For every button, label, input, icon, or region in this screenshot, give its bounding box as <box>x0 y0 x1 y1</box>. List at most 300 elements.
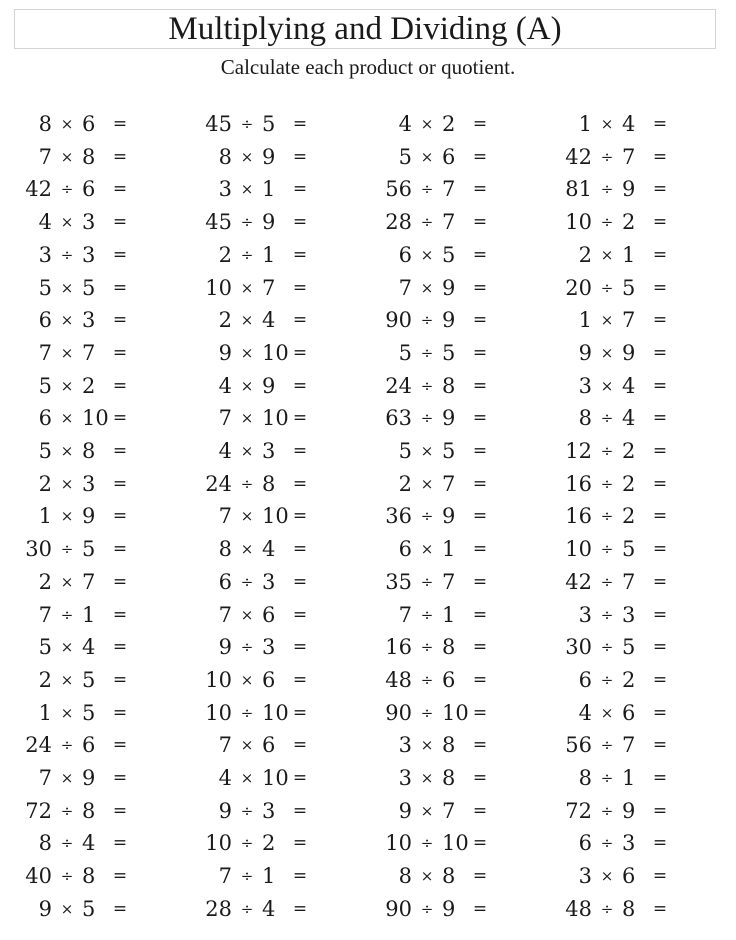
second-operand: 4 <box>82 831 96 856</box>
first-operand: 90 <box>385 700 412 725</box>
equals-sign: = <box>292 310 308 331</box>
second-operand: 6 <box>622 864 636 889</box>
problem <box>22 566 132 598</box>
operator: × <box>240 180 254 199</box>
operator: × <box>600 703 614 722</box>
problem <box>562 697 672 729</box>
second-operand: 3 <box>262 798 276 823</box>
first-operand: 6 <box>38 308 52 333</box>
operator: × <box>420 867 434 886</box>
operator: × <box>420 278 434 297</box>
first-operand: 7 <box>218 406 232 431</box>
operator: ÷ <box>600 638 614 657</box>
second-operand: 8 <box>442 373 456 398</box>
first-operand: 7 <box>218 602 232 627</box>
operator: × <box>240 670 254 689</box>
problem <box>382 304 492 336</box>
first-operand: 5 <box>398 340 412 365</box>
operator: × <box>60 343 74 362</box>
second-operand: 4 <box>262 537 276 562</box>
second-operand: 9 <box>442 275 456 300</box>
second-operand: 10 <box>262 700 289 725</box>
problem <box>562 631 672 663</box>
equals-sign: = <box>472 768 488 788</box>
first-operand: 1 <box>38 700 52 725</box>
operator: × <box>60 474 74 493</box>
second-operand: 3 <box>262 439 276 463</box>
equals-sign: = <box>292 114 308 134</box>
first-operand: 35 <box>385 569 412 594</box>
second-operand: 10 <box>82 406 109 431</box>
equals-sign: = <box>652 114 668 134</box>
second-operand: 2 <box>82 373 96 398</box>
operator: × <box>60 572 74 591</box>
second-operand: 3 <box>262 569 276 594</box>
problem <box>382 697 492 729</box>
first-operand: 7 <box>218 504 232 529</box>
problem <box>202 141 312 173</box>
problem <box>22 860 132 892</box>
operator: × <box>240 540 254 559</box>
operator: ÷ <box>420 343 434 362</box>
problem <box>562 402 672 434</box>
equals-sign: = <box>472 898 488 919</box>
operator: ÷ <box>240 572 254 591</box>
problem <box>202 108 312 140</box>
equals-sign: = <box>652 539 668 560</box>
second-operand: 9 <box>442 406 456 431</box>
operator: ÷ <box>600 670 614 689</box>
problem <box>382 206 492 238</box>
first-operand: 30 <box>565 635 592 660</box>
first-operand: 28 <box>385 210 412 235</box>
first-operand: 8 <box>578 766 592 790</box>
operator: × <box>60 376 74 395</box>
second-operand: 2 <box>622 667 636 692</box>
equals-sign: = <box>472 244 488 265</box>
equals-sign: = <box>652 604 668 625</box>
problem <box>202 272 312 304</box>
first-operand: 5 <box>398 144 412 169</box>
problem <box>562 729 672 761</box>
first-operand: 8 <box>398 864 412 889</box>
second-operand: 3 <box>622 831 636 856</box>
first-operand: 10 <box>205 700 232 725</box>
equals-sign: = <box>292 866 308 887</box>
second-operand: 4 <box>262 896 276 921</box>
equals-sign: = <box>292 342 308 363</box>
second-operand: 3 <box>262 635 276 660</box>
operator: ÷ <box>240 115 254 133</box>
operator: ÷ <box>420 670 434 689</box>
equals-sign: = <box>112 604 128 625</box>
equals-sign: = <box>472 604 488 625</box>
first-operand: 7 <box>38 340 52 365</box>
problem <box>382 893 492 925</box>
second-operand: 8 <box>82 144 96 169</box>
problem <box>22 533 132 565</box>
first-operand: 5 <box>38 275 52 300</box>
equals-sign: = <box>292 277 308 298</box>
operator: × <box>420 442 434 460</box>
first-operand: 5 <box>38 373 52 398</box>
problem <box>382 435 492 467</box>
first-operand: 16 <box>385 635 412 660</box>
equals-sign: = <box>112 735 128 756</box>
second-operand: 4 <box>622 373 636 398</box>
problem <box>22 206 132 238</box>
second-operand: 4 <box>622 406 636 431</box>
problem <box>382 664 492 696</box>
first-operand: 4 <box>398 112 412 136</box>
first-operand: 7 <box>218 864 232 889</box>
second-operand: 3 <box>82 242 96 267</box>
second-operand: 9 <box>622 177 636 202</box>
second-operand: 7 <box>622 569 636 594</box>
operator: × <box>240 343 254 362</box>
problem <box>382 795 492 827</box>
second-operand: 5 <box>262 112 276 136</box>
first-operand: 56 <box>385 177 412 202</box>
operator: ÷ <box>600 540 614 559</box>
problem <box>22 500 132 532</box>
equals-sign: = <box>652 735 668 756</box>
problem <box>22 697 132 729</box>
first-operand: 36 <box>385 504 412 529</box>
first-operand: 2 <box>38 667 52 692</box>
equals-sign: = <box>472 146 488 167</box>
problem <box>382 860 492 892</box>
second-operand: 3 <box>82 308 96 333</box>
first-operand: 8 <box>218 537 232 562</box>
first-operand: 3 <box>578 602 592 627</box>
second-operand: 7 <box>262 275 276 300</box>
equals-sign: = <box>652 506 668 527</box>
operator: ÷ <box>600 572 614 591</box>
equals-sign: = <box>472 637 488 658</box>
title-box <box>14 9 716 49</box>
operator: × <box>240 376 254 395</box>
second-operand: 2 <box>442 112 456 136</box>
second-operand: 8 <box>262 471 276 496</box>
equals-sign: = <box>112 506 128 527</box>
operator: × <box>60 507 74 526</box>
operator: × <box>60 147 74 166</box>
first-operand: 3 <box>578 373 592 398</box>
equals-sign: = <box>292 735 308 756</box>
equals-sign: = <box>292 212 308 233</box>
problem <box>202 435 312 467</box>
first-operand: 4 <box>38 210 52 235</box>
first-operand: 24 <box>25 733 52 758</box>
second-operand: 7 <box>82 340 96 365</box>
operator: ÷ <box>60 540 74 559</box>
problem <box>22 304 132 336</box>
operator: ÷ <box>600 769 614 787</box>
second-operand: 9 <box>622 340 636 365</box>
problem <box>202 860 312 892</box>
first-operand: 10 <box>205 275 232 300</box>
operator: ÷ <box>600 605 614 624</box>
second-operand: 7 <box>622 144 636 169</box>
first-operand: 1 <box>578 308 592 333</box>
first-operand: 6 <box>38 406 52 431</box>
second-operand: 5 <box>82 667 96 692</box>
equals-sign: = <box>472 114 488 134</box>
problem <box>202 533 312 565</box>
equals-sign: = <box>472 735 488 756</box>
operator: ÷ <box>600 801 614 820</box>
operator: × <box>240 507 254 526</box>
equals-sign: = <box>472 441 488 461</box>
second-operand: 6 <box>82 733 96 758</box>
problem <box>202 402 312 434</box>
first-operand: 10 <box>565 537 592 562</box>
second-operand: 10 <box>262 340 289 365</box>
first-operand: 3 <box>38 242 52 267</box>
second-operand: 6 <box>262 733 276 758</box>
operator: ÷ <box>60 867 74 886</box>
second-operand: 5 <box>442 340 456 365</box>
equals-sign: = <box>472 539 488 560</box>
operator: × <box>240 147 254 166</box>
first-operand: 45 <box>205 112 232 136</box>
problem <box>562 827 672 859</box>
equals-sign: = <box>652 702 668 723</box>
second-operand: 6 <box>82 112 96 136</box>
problem <box>22 893 132 925</box>
first-operand: 8 <box>38 831 52 856</box>
second-operand: 9 <box>82 766 96 790</box>
equals-sign: = <box>652 833 668 854</box>
first-operand: 48 <box>385 667 412 692</box>
equals-sign: = <box>652 768 668 788</box>
first-operand: 6 <box>218 569 232 594</box>
equals-sign: = <box>652 342 668 363</box>
problem <box>562 566 672 598</box>
first-operand: 2 <box>38 569 52 594</box>
second-operand: 6 <box>442 667 456 692</box>
second-operand: 9 <box>442 308 456 333</box>
problem <box>22 272 132 304</box>
second-operand: 7 <box>442 210 456 235</box>
second-operand: 8 <box>82 798 96 823</box>
equals-sign: = <box>292 669 308 690</box>
problem <box>202 697 312 729</box>
equals-sign: = <box>652 473 668 494</box>
equals-sign: = <box>652 310 668 331</box>
first-operand: 7 <box>398 602 412 627</box>
second-operand: 4 <box>262 308 276 333</box>
first-operand: 90 <box>385 896 412 921</box>
problem <box>562 599 672 631</box>
operator: × <box>60 115 74 133</box>
equals-sign: = <box>112 408 128 429</box>
problem <box>202 304 312 336</box>
problem <box>562 108 672 140</box>
second-operand: 10 <box>442 831 469 856</box>
equals-sign: = <box>652 277 668 298</box>
problem <box>202 664 312 696</box>
equals-sign: = <box>112 669 128 690</box>
second-operand: 4 <box>82 635 96 660</box>
problem <box>382 337 492 369</box>
operator: × <box>600 867 614 886</box>
first-operand: 42 <box>565 144 592 169</box>
first-operand: 7 <box>38 766 52 790</box>
equals-sign: = <box>112 866 128 887</box>
equals-sign: = <box>652 146 668 167</box>
equals-sign: = <box>112 637 128 658</box>
problem <box>202 566 312 598</box>
operator: × <box>60 703 74 722</box>
equals-sign: = <box>112 833 128 854</box>
equals-sign: = <box>112 244 128 265</box>
second-operand: 6 <box>622 700 636 725</box>
equals-sign: = <box>292 146 308 167</box>
equals-sign: = <box>472 277 488 298</box>
second-operand: 7 <box>622 733 636 758</box>
second-operand: 7 <box>622 308 636 333</box>
operator: × <box>60 311 74 330</box>
operator: × <box>240 311 254 330</box>
second-operand: 5 <box>622 635 636 660</box>
first-operand: 63 <box>385 406 412 431</box>
equals-sign: = <box>292 506 308 527</box>
equals-sign: = <box>112 800 128 821</box>
second-operand: 7 <box>442 798 456 823</box>
first-operand: 2 <box>578 242 592 267</box>
second-operand: 5 <box>82 700 96 725</box>
equals-sign: = <box>652 375 668 396</box>
first-operand: 10 <box>205 831 232 856</box>
second-operand: 6 <box>262 602 276 627</box>
equals-sign: = <box>112 539 128 560</box>
problem <box>562 533 672 565</box>
equals-sign: = <box>112 441 128 461</box>
problem <box>562 860 672 892</box>
first-operand: 10 <box>205 667 232 692</box>
equals-sign: = <box>112 898 128 919</box>
operator: × <box>240 605 254 624</box>
problem <box>202 729 312 761</box>
problem <box>22 402 132 434</box>
first-operand: 90 <box>385 308 412 333</box>
operator: ÷ <box>600 507 614 526</box>
problem <box>562 435 672 467</box>
equals-sign: = <box>112 277 128 298</box>
problem <box>382 533 492 565</box>
operator: ÷ <box>240 899 254 918</box>
second-operand: 5 <box>622 275 636 300</box>
problem <box>562 304 672 336</box>
operator: × <box>420 474 434 493</box>
operator: × <box>420 769 434 787</box>
first-operand: 2 <box>398 471 412 496</box>
operator: ÷ <box>240 638 254 657</box>
equals-sign: = <box>292 244 308 265</box>
operator: × <box>600 376 614 395</box>
problem <box>382 108 492 140</box>
equals-sign: = <box>652 898 668 919</box>
second-operand: 8 <box>442 864 456 889</box>
operator: ÷ <box>420 605 434 624</box>
first-operand: 16 <box>565 471 592 496</box>
second-operand: 9 <box>442 896 456 921</box>
first-operand: 2 <box>218 242 232 267</box>
equals-sign: = <box>652 800 668 821</box>
first-operand: 9 <box>218 340 232 365</box>
equals-sign: = <box>652 408 668 429</box>
equals-sign: = <box>472 833 488 854</box>
first-operand: 12 <box>565 439 592 463</box>
first-operand: 10 <box>565 210 592 235</box>
problem <box>22 173 132 205</box>
equals-sign: = <box>472 473 488 494</box>
first-operand: 8 <box>578 406 592 431</box>
first-operand: 40 <box>25 864 52 889</box>
operator: × <box>420 245 434 264</box>
equals-sign: = <box>472 179 488 200</box>
first-operand: 2 <box>218 308 232 333</box>
second-operand: 9 <box>262 373 276 398</box>
equals-sign: = <box>472 342 488 363</box>
second-operand: 8 <box>622 896 636 921</box>
problem <box>382 566 492 598</box>
equals-sign: = <box>472 702 488 723</box>
problem <box>382 729 492 761</box>
problem <box>382 827 492 859</box>
first-operand: 7 <box>38 144 52 169</box>
second-operand: 1 <box>442 537 456 562</box>
operator: ÷ <box>60 834 74 853</box>
first-operand: 4 <box>578 700 592 725</box>
problem <box>22 337 132 369</box>
problem <box>202 631 312 663</box>
first-operand: 42 <box>565 569 592 594</box>
first-operand: 1 <box>578 112 592 136</box>
operator: × <box>600 311 614 330</box>
second-operand: 10 <box>262 504 289 529</box>
second-operand: 9 <box>442 504 456 529</box>
problem <box>202 795 312 827</box>
problem <box>22 762 132 794</box>
operator: × <box>420 147 434 166</box>
problem <box>382 173 492 205</box>
first-operand: 42 <box>25 177 52 202</box>
problem <box>562 795 672 827</box>
problem <box>202 468 312 500</box>
second-operand: 1 <box>622 242 636 267</box>
first-operand: 16 <box>565 504 592 529</box>
first-operand: 9 <box>218 798 232 823</box>
problem <box>562 239 672 271</box>
operator: ÷ <box>420 376 434 395</box>
second-operand: 7 <box>82 569 96 594</box>
equals-sign: = <box>472 375 488 396</box>
second-operand: 1 <box>262 242 276 267</box>
equals-sign: = <box>112 179 128 200</box>
first-operand: 3 <box>578 864 592 889</box>
operator: ÷ <box>600 213 614 232</box>
problem <box>22 729 132 761</box>
problem <box>22 370 132 402</box>
operator: × <box>60 769 74 787</box>
operator: × <box>420 115 434 133</box>
first-operand: 3 <box>398 733 412 758</box>
operator: ÷ <box>240 703 254 722</box>
problem <box>382 239 492 271</box>
